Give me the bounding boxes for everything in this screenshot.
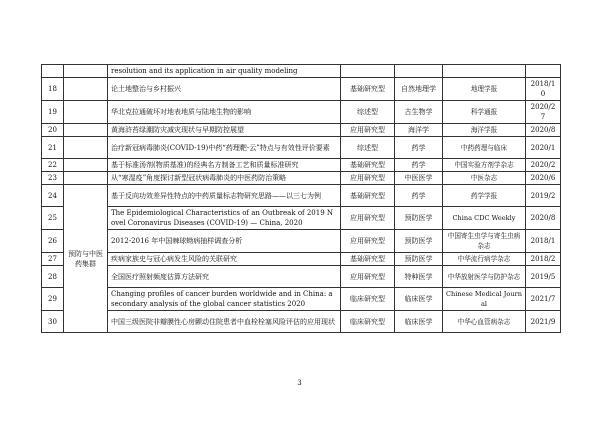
publish-date: 2018/2 xyxy=(526,253,561,266)
journal-name: China CDC Weekly xyxy=(443,207,526,230)
discipline: 预防医学 xyxy=(395,207,443,230)
discipline: 自然地理学 xyxy=(395,78,443,101)
journal-name: 中华放射医学与防护杂志 xyxy=(443,266,526,288)
research-type: 应用研究型 xyxy=(341,230,395,253)
journal-name: 科学通报 xyxy=(443,101,526,124)
category-cell xyxy=(64,137,108,159)
paper-title: 2012-2016 年中国棘球蚴病抽样调查分析 xyxy=(108,230,341,253)
category-cell xyxy=(64,101,108,124)
journal-name xyxy=(443,65,526,78)
journal-name: 地理学报 xyxy=(443,78,526,101)
discipline: 预防医学 xyxy=(395,253,443,266)
research-type: 基础研究型 xyxy=(341,185,395,207)
publish-date: 2018/10 xyxy=(526,78,561,101)
category-cell xyxy=(64,78,108,101)
paper-title: 疾病家族史与冠心病发生风险的关联研究 xyxy=(108,253,341,266)
discipline: 药学 xyxy=(395,159,443,172)
category-cell xyxy=(64,65,108,78)
discipline: 药学 xyxy=(395,137,443,159)
journal-name: 海洋学报 xyxy=(443,124,526,137)
research-type: 应用研究型 xyxy=(341,266,395,288)
discipline: 预防医学 xyxy=(395,230,443,253)
discipline: 临床医学 xyxy=(395,288,443,311)
paper-title: resolution and its application in air quality modeling xyxy=(108,65,341,78)
journal-name: 中国寄生虫学与寄生虫病杂志 xyxy=(443,230,526,253)
paper-title: Changing profiles of cancer burden worldwide and in China: a secondary analysis of the global cancer statistics 2020 xyxy=(108,288,341,311)
publish-date: 2020/8 xyxy=(526,207,561,230)
row-number: 24 xyxy=(42,185,64,207)
publish-date: 2020/2 xyxy=(526,159,561,172)
row-number: 28 xyxy=(42,266,64,288)
paper-title: 华北克拉通破坏对地表地质与陆地生物的影响 xyxy=(108,101,341,124)
table-row xyxy=(42,101,561,124)
category-cell xyxy=(64,159,108,172)
publish-date: 2020/1 xyxy=(526,137,561,159)
row-number: 18 xyxy=(42,78,64,101)
category-cell xyxy=(64,172,108,185)
category-cell xyxy=(64,124,108,137)
table-row xyxy=(42,266,561,288)
table-row xyxy=(42,78,561,101)
table-row xyxy=(42,185,561,207)
publish-date: 2021/7 xyxy=(526,288,561,311)
table-row xyxy=(42,253,561,266)
row-number: 26 xyxy=(42,230,64,253)
paper-title: 中国三级医院非瓣膜性心房颤动住院患者中血栓栓塞风险评估的应用现状 xyxy=(108,311,341,333)
row-number: 29 xyxy=(42,288,64,311)
page-number: 3 xyxy=(297,379,302,387)
discipline: 海洋学 xyxy=(395,124,443,137)
table-row xyxy=(42,137,561,159)
category-group: 预防与中医药集群 xyxy=(64,185,108,333)
table-row xyxy=(42,288,561,311)
paper-title: 治疗新冠病毒肺炎(COVID-19)中药“药理靶-云”特点与有效性评价要素 xyxy=(108,137,341,159)
journal-name: 中国实验方剂学杂志 xyxy=(443,159,526,172)
row-number: 27 xyxy=(42,253,64,266)
research-type: 应用研究型 xyxy=(341,207,395,230)
discipline: 临床医学 xyxy=(395,311,443,333)
row-number: 30 xyxy=(42,311,64,333)
paper-title: 从“寒湿疫”角度探讨新型冠状病毒肺炎的中医药防治策略 xyxy=(108,172,341,185)
table-row xyxy=(42,124,561,137)
research-type: 临床研究型 xyxy=(341,311,395,333)
publish-date: 2020/27 xyxy=(526,101,561,124)
table-row xyxy=(42,159,561,172)
paper-title: 基于反向功效差异性特点的中药质量标志物研究思路——以三七为例 xyxy=(108,185,341,207)
research-type: 基础研究型 xyxy=(341,253,395,266)
research-type xyxy=(341,65,395,78)
discipline: 药学 xyxy=(395,185,443,207)
row-number: 23 xyxy=(42,172,64,185)
research-type: 基础研究型 xyxy=(341,159,395,172)
publish-date: 2018/1 xyxy=(526,230,561,253)
journal-name: 中华流行病学杂志 xyxy=(443,253,526,266)
research-type: 临床研究型 xyxy=(341,288,395,311)
paper-title: 论土地整治与乡村振兴 xyxy=(108,78,341,101)
publish-date: 2019/5 xyxy=(526,266,561,288)
row-number xyxy=(42,65,64,78)
publish-date: 2020/8 xyxy=(526,124,561,137)
journal-name: 中华心血管病杂志 xyxy=(443,311,526,333)
row-number: 20 xyxy=(42,124,64,137)
discipline: 特种医学 xyxy=(395,266,443,288)
table-row xyxy=(42,311,561,333)
research-type: 应用研究型 xyxy=(341,124,395,137)
paper-title: 全国医疗照射频度估算方法研究 xyxy=(108,266,341,288)
table-row xyxy=(42,230,561,253)
publish-date: 2020/6 xyxy=(526,172,561,185)
paper-title: 基于标准汤剂(物质基准)的经典名方制备工艺和质量标准研究 xyxy=(108,159,341,172)
table-row xyxy=(42,172,561,185)
row-number: 22 xyxy=(42,159,64,172)
journal-name: 药学学报 xyxy=(443,185,526,207)
journal-name: 中药药理与临床 xyxy=(443,137,526,159)
row-number: 25 xyxy=(42,207,64,230)
paper-title: The Epidemiological Characteristics of an Outbreak of 2019 Novel Coronavirus Diseases (COVID-19) — China, 2020 xyxy=(108,207,341,230)
row-number: 19 xyxy=(42,101,64,124)
journal-name: Chinese Medical Journal xyxy=(443,288,526,311)
discipline xyxy=(395,65,443,78)
publish-date xyxy=(526,65,561,78)
publish-date: 2019/2 xyxy=(526,185,561,207)
research-type: 综述型 xyxy=(341,137,395,159)
paper-title: 黄海浒苔绿潮防灾减灾现状与早期防控展望 xyxy=(108,124,341,137)
discipline: 中医医学 xyxy=(395,172,443,185)
table-row xyxy=(42,207,561,230)
discipline: 古生物学 xyxy=(395,101,443,124)
table-row xyxy=(42,65,561,78)
research-type: 基础研究型 xyxy=(341,78,395,101)
row-number: 21 xyxy=(42,137,64,159)
publish-date: 2021/9 xyxy=(526,311,561,333)
research-type: 综述型 xyxy=(341,101,395,124)
papers-table xyxy=(41,64,561,333)
research-type: 应用研究型 xyxy=(341,172,395,185)
journal-name: 中医杂志 xyxy=(443,172,526,185)
